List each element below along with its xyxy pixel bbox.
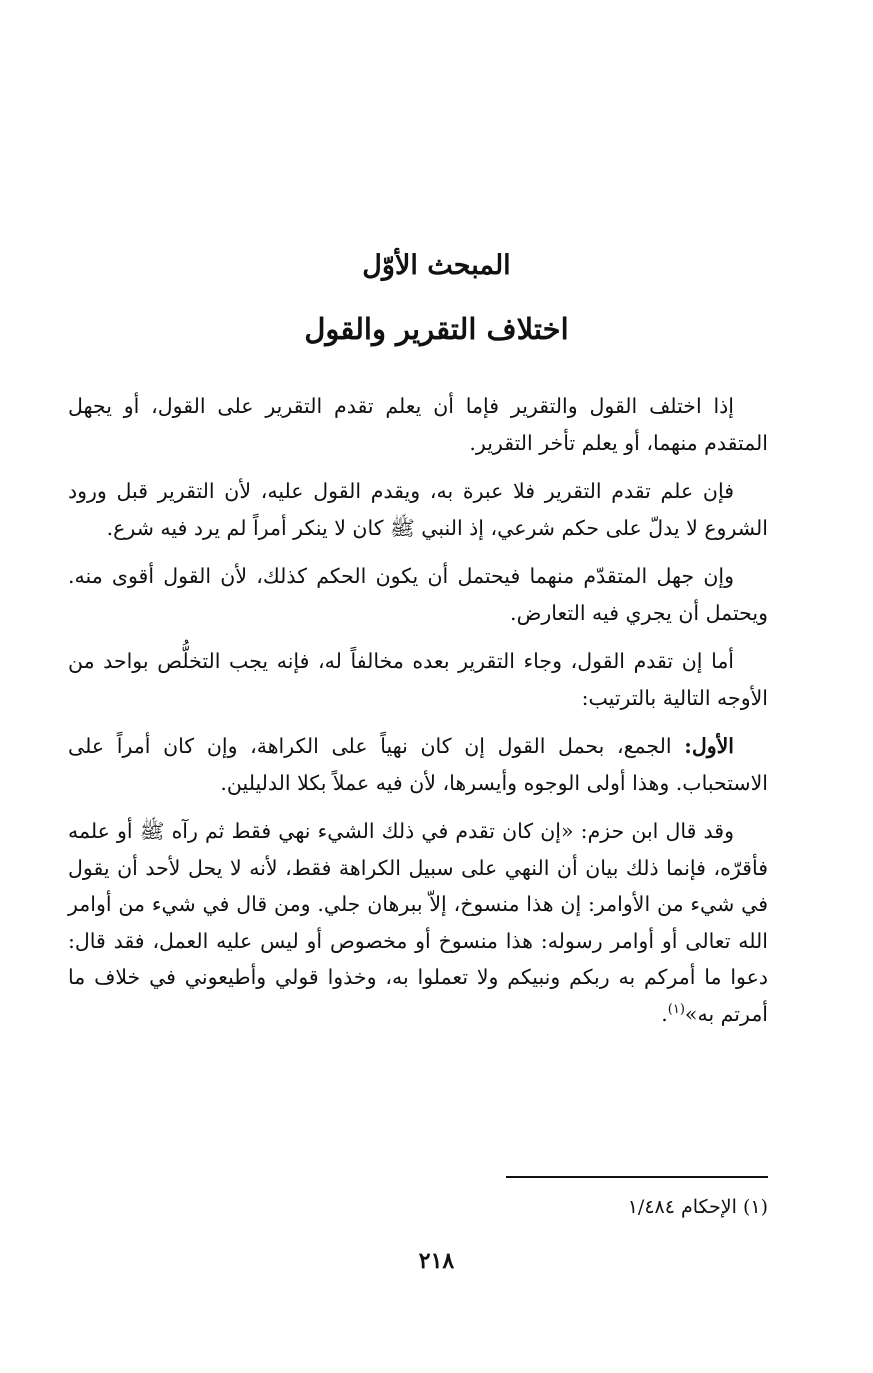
paragraph-quote	[68, 813, 768, 1032]
quote-end: .	[661, 1001, 668, 1026]
footnote: (١) الإحكام ١/٤٨٤	[627, 1196, 768, 1218]
first-method-text: الجمع، بحمل القول إن كان نهياً على الكراهة، وإن كان أمراً على الاستحباب. وهذا أولى الوجوه وأيسرها، لأن فيه عملاً بكلا الدليلين.	[68, 734, 768, 795]
paragraph-2: فإن علم تقدم التقرير فلا عبرة به، ويقدم القول عليه، لأن التقرير قبل ورود الشروع لا يدلّ على حكم شرعي، إذ النبي ﷺ كان لا ينكر أمراً لم يرد فيه شرع.	[68, 479, 768, 540]
section-heading: المبحث الأوّل	[362, 250, 511, 281]
paragraph-4: أما إن تقدم القول، وجاء التقرير بعده مخالفاً له، فإنه يجب التخلُّص بواحد من الأوجه التالية بالترتيب:	[68, 649, 768, 710]
first-method-lead: الأول:	[684, 734, 734, 758]
body-text	[68, 388, 768, 1044]
page-number: ٢١٨	[418, 1248, 455, 1274]
paragraph-3: وإن جهل المتقدّم منهما فيحتمل أن يكون الحكم كذلك، لأن القول أقوى منه. ويحتمل أن يجري فيه التعارض.	[68, 564, 768, 625]
footnote-reference[interactable]: (١)	[667, 1001, 685, 1017]
footnote-divider	[506, 1176, 768, 1178]
paragraph-1: إذا اختلف القول والتقرير فإما أن يعلم تقدم التقرير على القول، أو يجهل المتقدم منهما، أو يعلم تأخر التقرير.	[68, 394, 768, 455]
paragraph-first-method	[68, 728, 768, 801]
quote-text: وقد قال ابن حزم: «إن كان تقدم في ذلك الشيء نهي فقط ثم رآه ﷺ أو علمه فأقرّه، فإنما ذلك بيان أن النهي على سبيل الكراهة فقط، لأنه لا يحل لأحد أن يقول في شيء من الأوامر: إن هذا منسوخ، إلاّ ببرهان جلي. ومن قال في شيء من أوامر الله تعالى أو أوامر رسوله: هذا منسوخ أو مخصوص أو ليس عليه العمل، فقد قال: دعوا ما أمركم به ربكم ونبيكم ولا تعملوا به، وخذوا قولي وأطيعوني في خلاف ما أمرتم به»	[68, 819, 768, 1026]
section-title: اختلاف التقرير والقول	[304, 312, 569, 346]
